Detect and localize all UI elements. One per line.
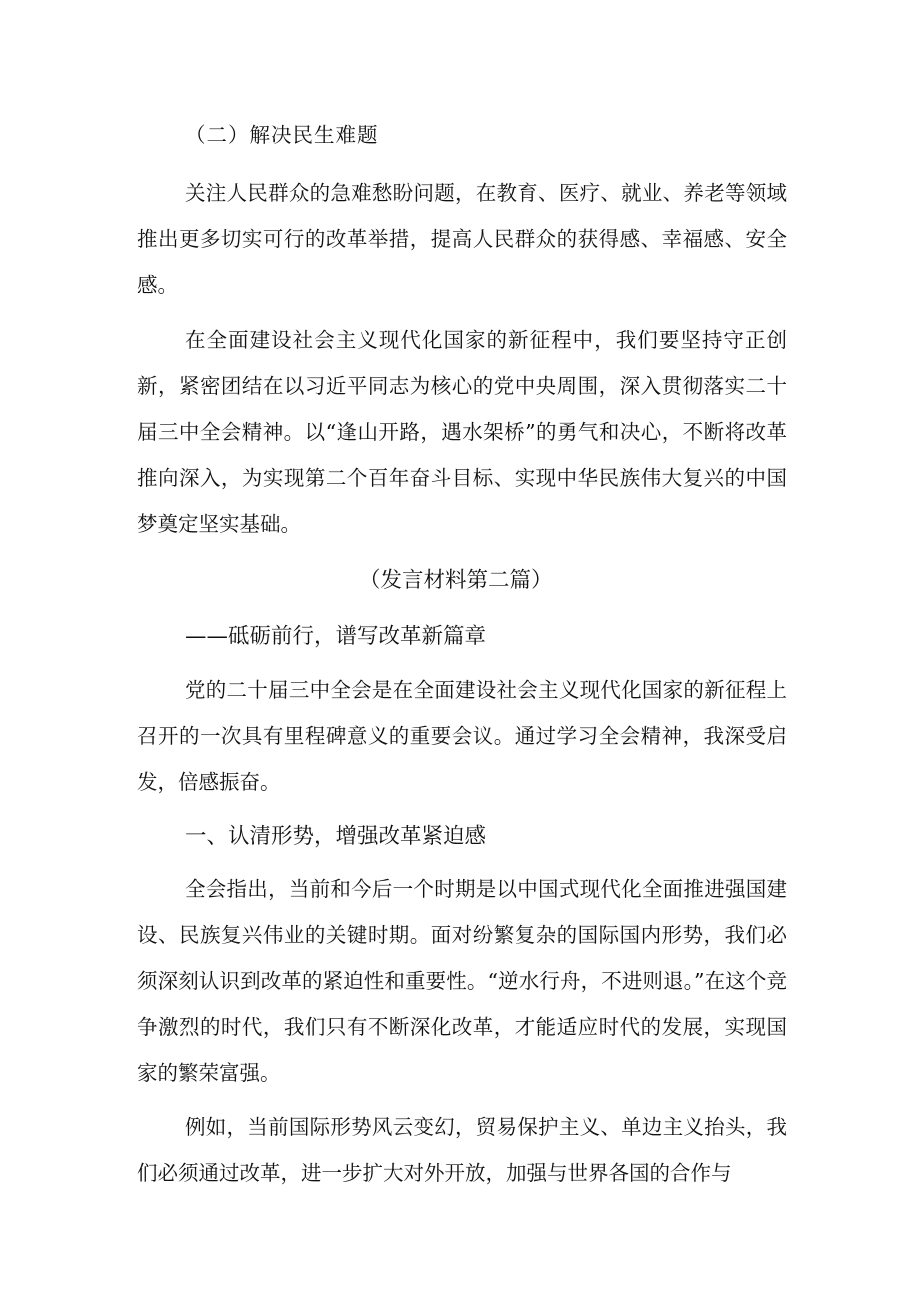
section-heading-situation: 一、认清形势，增强改革紧迫感 — [185, 824, 487, 849]
paragraph-example: 例如，当前国际形势风云变幻，贸易保护主义、单边主义抬头，我们必须通过改革，进一步扩大对外开放，加强与世界各国的合作与 — [137, 1115, 787, 1185]
paragraph-conclusion: 在全面建设社会主义现代化国家的新征程中，我们要坚持守正创新，紧密团结在以习近平同志为核心的党中央周围，深入贯彻落实二十届三中全会精神。以“逢山开路，遇水架桥”的勇气和决心，不断将改革推向深入，为实现第二个百年奋斗目标、实现中华民族伟大复兴的中国梦奠定坚实基础。 — [137, 328, 787, 536]
paragraph-intro: 党的二十届三中全会是在全面建设社会主义现代化国家的新征程上召开的一次具有里程碑意义的重要会议。通过学习全会精神，我深受启发，倍感振奋。 — [137, 678, 787, 794]
paragraph-livelihood: 关注人民群众的急难愁盼问题，在教育、医疗、就业、养老等领域推出更多切实可行的改革举措，提高人民群众的获得感、幸福感、安全感。 — [137, 181, 787, 297]
chapter-title: （发言材料第二篇） — [359, 568, 553, 593]
section-heading-livelihood: （二）解决民生难题 — [185, 123, 379, 147]
paragraph-situation: 全会指出，当前和今后一个时期是以中国式现代化全面推进强国建设、民族复兴伟业的关键时期。面对纷繁复杂的国际国内形势，我们必须深刻认识到改革的紧迫性和重要性。“逆水行舟，不进则退。”在这个竞争激烈的时代，我们只有不断深化改革，才能适应时代的发展，实现国家的繁荣富强。 — [137, 877, 787, 1085]
chapter-subtitle: ——砥砺前行，谱写改革新篇章 — [185, 624, 487, 649]
